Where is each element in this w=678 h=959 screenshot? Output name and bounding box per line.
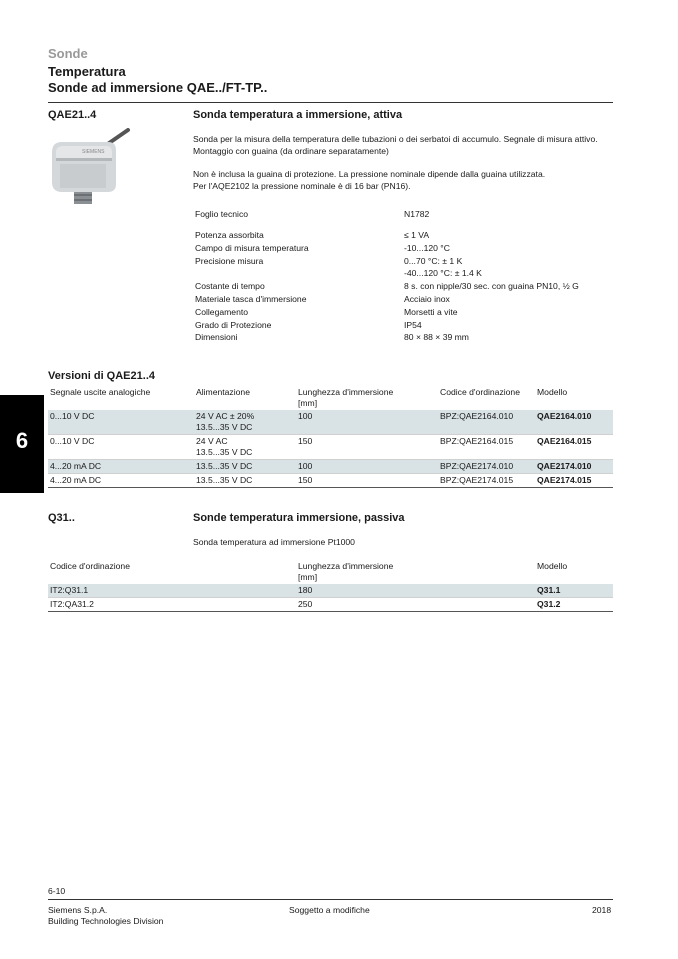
product-image bbox=[44, 128, 140, 214]
cell-model: QAE2174.015 bbox=[535, 474, 613, 488]
table-header-row bbox=[48, 386, 613, 410]
spec-label: Precisione misura bbox=[195, 256, 264, 266]
column-header: Modello bbox=[537, 387, 568, 397]
spec-label: Materiale tasca d'immersione bbox=[195, 294, 307, 304]
cell-length: 100 bbox=[296, 410, 438, 435]
spec-value: Morsetti a vite bbox=[404, 307, 458, 317]
product-code: QAE21..4 bbox=[48, 109, 97, 121]
description-line: Sonda per la misura della temperatura delle tubazioni o dei serbatoi di accumulo. Segnale di misura attivo. bbox=[193, 134, 598, 144]
description-line: Per l'AQE2102 la pressione nominale è di 16 bar (PN16). bbox=[193, 181, 411, 191]
spec-label: Collegamento bbox=[195, 307, 249, 317]
column-header: Modello bbox=[537, 561, 568, 571]
column-header bbox=[296, 560, 535, 584]
cell-order-code: IT2:QA31.2 bbox=[48, 598, 296, 612]
product-code: Q31.. bbox=[48, 512, 75, 524]
spec-label: Potenza assorbita bbox=[195, 230, 264, 240]
spec-value: IP54 bbox=[404, 320, 422, 330]
cell-power bbox=[194, 435, 296, 460]
table-row bbox=[48, 435, 613, 460]
cell-power: 13.5...35 V DC bbox=[194, 474, 296, 488]
cell-order-code: BPZ:QAE2164.015 bbox=[438, 435, 535, 460]
cell-signal: 0...10 V DC bbox=[48, 435, 194, 460]
cell-length: 250 bbox=[296, 598, 535, 612]
section-label: Sonde bbox=[48, 46, 88, 61]
cell-length: 180 bbox=[296, 584, 535, 598]
column-header bbox=[296, 386, 438, 410]
cell-order-code: BPZ:QAE2164.010 bbox=[438, 410, 535, 435]
division-name: Building Technologies Division bbox=[48, 916, 164, 926]
cell-length: 150 bbox=[296, 435, 438, 460]
cell-model: QAE2164.010 bbox=[535, 410, 613, 435]
table-row bbox=[48, 598, 613, 612]
product-title: Sonde temperatura immersione, passiva bbox=[193, 512, 405, 524]
cell-order-code: IT2:Q31.1 bbox=[48, 584, 296, 598]
product-title: Sonda temperatura a immersione, attiva bbox=[193, 109, 403, 121]
column-header-unit: [mm] bbox=[298, 572, 318, 582]
spec-value: 8 s. con nipple/30 sec. con guaina PN10, ½ G bbox=[404, 281, 579, 291]
cell-power: 13.5...35 V DC bbox=[194, 460, 296, 474]
footer-note: Soggetto a modifiche bbox=[289, 905, 370, 915]
cell-power bbox=[194, 410, 296, 435]
table-row bbox=[48, 474, 613, 488]
cell-order-code: BPZ:QAE2174.015 bbox=[438, 474, 535, 488]
cell-model: QAE2164.015 bbox=[535, 435, 613, 460]
table-row bbox=[48, 460, 613, 474]
column-header: Alimentazione bbox=[196, 387, 250, 397]
description-line: Montaggio con guaina (da ordinare separatamente) bbox=[193, 146, 389, 156]
power-line: 13.5...35 V DC bbox=[196, 422, 253, 432]
spec-value: N1782 bbox=[404, 209, 430, 219]
page-number: 6-10 bbox=[48, 886, 66, 896]
spec-value: -10...120 °C bbox=[404, 243, 450, 253]
spec-value: 0...70 °C: ± 1 K bbox=[404, 256, 463, 266]
page-subtitle: Sonde ad immersione QAE../FT-TP.. bbox=[48, 80, 268, 95]
cell-model: Q31.2 bbox=[535, 598, 613, 612]
power-line: 24 V AC bbox=[196, 436, 228, 446]
table-header-row bbox=[48, 560, 613, 584]
spec-label: Campo di misura temperatura bbox=[195, 243, 309, 253]
column-header-unit: [mm] bbox=[298, 398, 318, 408]
spec-label: Costante di tempo bbox=[195, 281, 265, 291]
column-header: Segnale uscite analogiche bbox=[50, 387, 151, 397]
cell-length: 100 bbox=[296, 460, 438, 474]
versions-table bbox=[48, 386, 613, 488]
spec-label: Foglio tecnico bbox=[195, 209, 249, 219]
brand-logo: SIEMENS bbox=[82, 149, 105, 155]
description-line: Sonda temperatura ad immersione Pt1000 bbox=[193, 537, 355, 547]
q31-table bbox=[48, 560, 613, 612]
power-line: 24 V AC ± 20% bbox=[196, 411, 255, 421]
column-header-text: Lunghezza d'immersione bbox=[298, 561, 394, 571]
spec-value: Acciaio inox bbox=[404, 294, 450, 304]
cell-model: Q31.1 bbox=[535, 584, 613, 598]
column-header-text: Lunghezza d'immersione bbox=[298, 387, 394, 397]
footer-year: 2018 bbox=[592, 905, 612, 915]
versions-title: Versioni di QAE21..4 bbox=[48, 370, 155, 382]
footer-divider bbox=[48, 899, 613, 900]
chapter-number: 6 bbox=[15, 428, 29, 453]
cell-model: QAE2174.010 bbox=[535, 460, 613, 474]
cell-length: 150 bbox=[296, 474, 438, 488]
cell-signal: 4...20 mA DC bbox=[48, 474, 194, 488]
spec-label: Dimensioni bbox=[195, 332, 238, 342]
header-divider bbox=[48, 102, 613, 103]
cell-signal: 4...20 mA DC bbox=[48, 460, 194, 474]
description-line: Non è inclusa la guaina di protezione. La pressione nominale dipende dalla guaina utilizzata. bbox=[193, 169, 546, 179]
cell-order-code: BPZ:QAE2174.010 bbox=[438, 460, 535, 474]
spec-value: -40...120 °C: ± 1.4 K bbox=[404, 268, 482, 278]
page-title: Temperatura bbox=[48, 64, 126, 79]
column-header: Codice d'ordinazione bbox=[50, 561, 130, 571]
company-name: Siemens S.p.A. bbox=[48, 905, 108, 915]
table-row bbox=[48, 584, 613, 598]
column-header: Codice d'ordinazione bbox=[440, 387, 520, 397]
spec-value: ≤ 1 VA bbox=[404, 230, 430, 240]
spec-value: 80 × 88 × 39 mm bbox=[404, 332, 469, 342]
cell-signal: 0...10 V DC bbox=[48, 410, 194, 435]
power-line: 13.5...35 V DC bbox=[196, 447, 253, 457]
table-row bbox=[48, 410, 613, 435]
spec-label: Grado di Protezione bbox=[195, 320, 272, 330]
